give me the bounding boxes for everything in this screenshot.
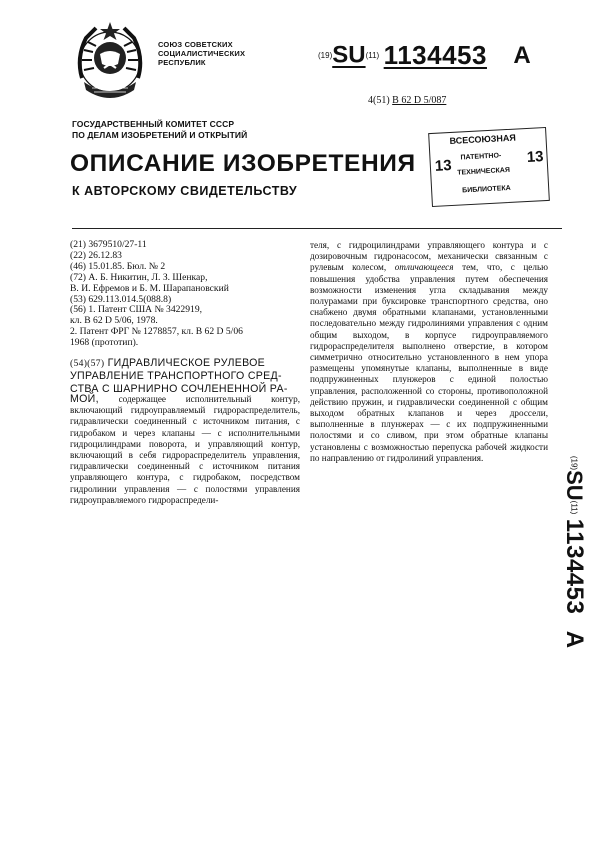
- biblio-line: (53) 629.113.014.5(088.8): [70, 293, 172, 305]
- publication-number: [318, 40, 531, 71]
- abstract-text: тем, что, с целью повышения удобства управления путем обеспечения возможности изменения угла складывания между полурамами при буксировке транспортного средства, оно снабжено двумя обратными клапанами, установленными последовательно между гидролиниями управления с одним общим выходом, в корпусе гидроуправляемого гидрораспределителя выполнено отверстие, в котором симметрично относительно установленного в нем упора размещены упомянутые клапаны, выполненные в виде подпружиненных плунжеров с единой полостью управления, расположенной со стороны, противоположной действию пружин, и гидравлически соединенной с общим выходом обратных клапанов и через дроссели, выполненные в плунжерах — с их подпружиненными полостями и со сливом, при этом обратные клапаны установлены с возможностью перепуска рабочей жидкости по направлению от гидролиний управления.: [310, 262, 549, 463]
- library-stamp: [428, 127, 550, 207]
- invention-title-line: СТВА С ШАРНИРНО СОЧЛЕНЕННОЙ РА-: [70, 382, 288, 395]
- abstract-text: теля, с гидроцилиндрами управляющего контура и с дозировочным гидронасосом, механически связанным с рулевым колесом,: [310, 240, 548, 273]
- document-subtitle: К АВТОРСКОМУ СВИДЕТЕЛЬСТВУ: [72, 184, 298, 198]
- code-19: (19): [569, 455, 579, 471]
- kind-code: A: [561, 630, 588, 649]
- ipc-value: B 62 D 5/087: [392, 95, 447, 106]
- biblio-line: 2. Патент ФРГ № 1278857, кл. В 62 D 5/06: [70, 326, 243, 338]
- patent-number: 1134453: [383, 40, 487, 70]
- side-publication-number: [554, 436, 594, 668]
- stamp-line: БИБЛИОТЕКА: [462, 184, 511, 195]
- biblio-line: кл. В 62 D 5/06, 1978.: [70, 315, 158, 327]
- committee-line: ПО ДЕЛАМ ИЗОБРЕТЕНИЙ И ОТКРЫТИЙ: [72, 130, 248, 140]
- country-code: SU: [562, 470, 587, 501]
- abstract-label: (54)(57): [70, 358, 105, 369]
- header-divider: [72, 228, 562, 229]
- biblio-line: В. И. Ефремов и Б. М. Шарапановский: [70, 282, 229, 294]
- union-name-line: СОЦИАЛИСТИЧЕСКИХ: [158, 49, 246, 58]
- document-title: ОПИСАНИЕ ИЗОБРЕТЕНИЯ: [70, 150, 416, 177]
- code-11: (11): [569, 500, 579, 515]
- union-name-line: РЕСПУБЛИК: [158, 58, 206, 67]
- kind-code: A: [513, 41, 531, 69]
- union-name-line: СОЮЗ СОВЕТСКИХ: [158, 40, 233, 49]
- stamp-line: ВСЕСОЮЗНАЯ: [449, 132, 517, 147]
- code-19: (19): [318, 51, 333, 60]
- ussr-emblem-icon: [70, 18, 150, 106]
- committee-line: ГОСУДАРСТВЕННЫЙ КОМИТЕТ СССР: [72, 119, 235, 129]
- country-code: SU: [332, 41, 366, 69]
- biblio-line: (46) 15.01.85. Бюл. № 2: [70, 260, 166, 272]
- stamp-line: ТЕХНИЧЕСКАЯ: [457, 166, 511, 177]
- biblio-line: (56) 1. Патент США № 3422919,: [70, 304, 203, 316]
- claim-emphasis: отличающееся: [394, 262, 454, 273]
- biblio-line: (22) 26.12.83: [70, 249, 122, 261]
- stamp-number-right: 13: [526, 148, 544, 166]
- invention-title-line: МОЙ,: [70, 393, 99, 405]
- stamp-number-left: 13: [434, 156, 453, 175]
- biblio-line: 1968 (прототип).: [70, 337, 139, 349]
- biblio-line: (72) А. Б. Никитин, Л. З. Шенкар,: [70, 271, 208, 283]
- patent-number: 1134453: [561, 518, 588, 615]
- biblio-line: (21) 3679510/27-11: [70, 239, 147, 250]
- union-name: [158, 40, 245, 67]
- invention-title-line: УПРАВЛЕНИЕ ТРАНСПОРТНОГО СРЕД-: [70, 370, 282, 383]
- abstract-left-column: [70, 394, 300, 506]
- invention-title-line: ГИДРАВЛИЧЕСКОЕ РУЛЕВОЕ: [107, 357, 266, 369]
- committee-name: [72, 119, 247, 141]
- bibliographic-data: [70, 240, 298, 349]
- abstract-right-column: [310, 240, 548, 464]
- ipc-classification: [368, 95, 446, 106]
- ipc-code: 4(51): [368, 95, 390, 106]
- abstract-text: содержащее исполнительный контур, включающий гидроуправляемый гидрораспределитель, гидравлически соединенный с источником питания, с гидробаком и через клапаны — с исполнительными гидроцилиндрами поворота, и управляющий контур, включающий в себя гидрораспределитель управления, гидравлически соединенный с источником питания управляющего контура, с гидробаком, посредством гидролинии управления — с полостями управления гидроуправляемого гидрораспредели-: [70, 394, 300, 505]
- invention-title: [70, 357, 302, 395]
- stamp-line: ПАТЕНТНО-: [460, 152, 502, 162]
- code-11: (11): [365, 51, 380, 60]
